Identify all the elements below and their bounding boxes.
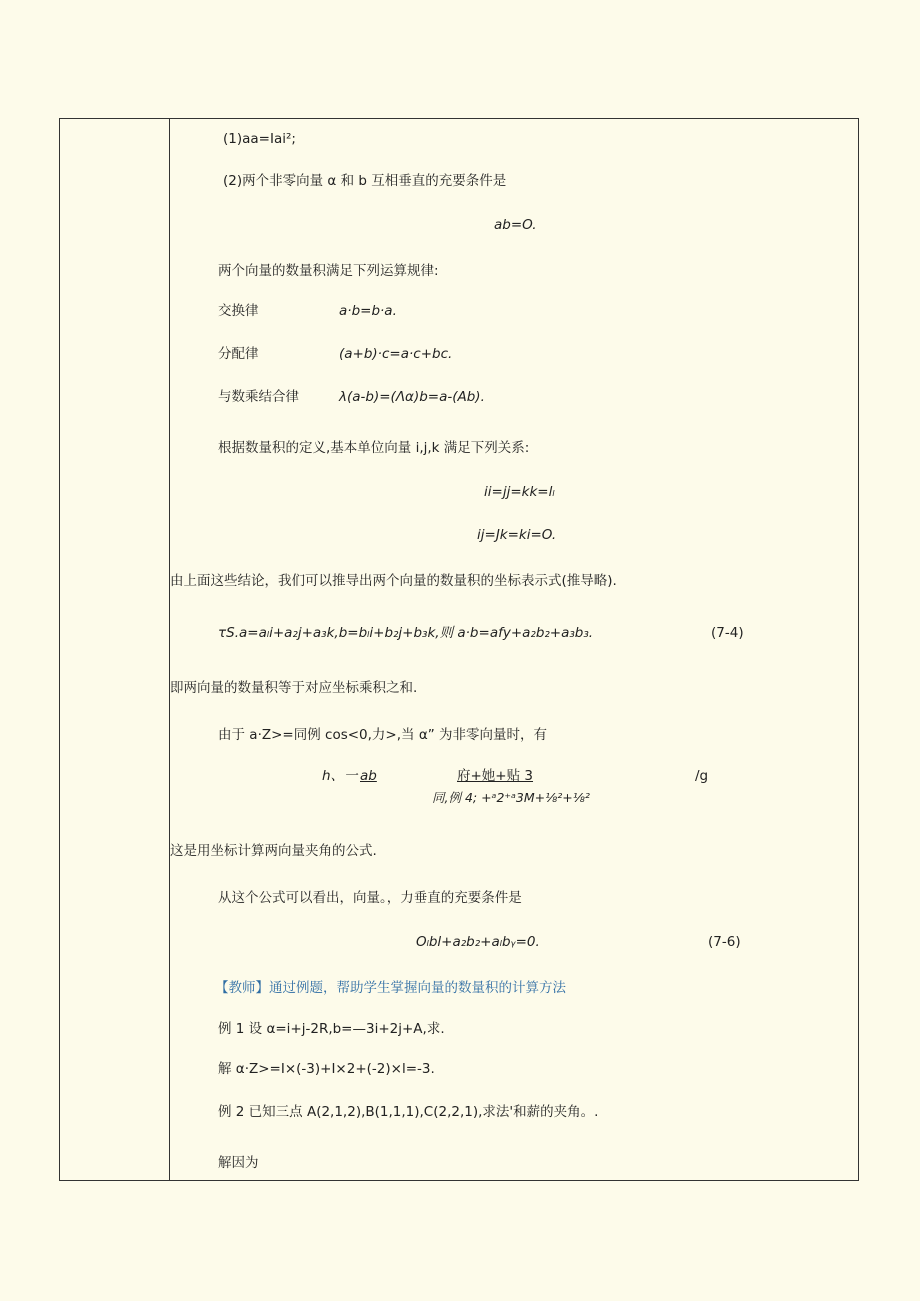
example-1-solution: 解 α·Z>=I×(-3)+I×2+(-2)×l=-3. xyxy=(218,1061,435,1077)
line-property-2: (2)两个非零向量 α 和 b 互相垂直的充要条件是 xyxy=(223,173,507,189)
formula-angle-numerator: ab xyxy=(360,768,377,784)
line-unit-vectors-intro: 根据数量积的定义,基本单位向量 i,j,k 满足下列关系: xyxy=(218,440,530,456)
formula-unit-cross: ij=Jk=ki=O. xyxy=(477,527,557,543)
formula-coordinate-product: τS.a=aₗi+a₂j+a₃k,b=bₗi+b₂j+b₃k,则 a·b=afy+a₂b₂+a₃b₃. xyxy=(218,625,594,641)
example-2: 例 2 已知三点 A(2,1,2),B(1,1,1),C(2,2,1),求法'和薪的夹角。. xyxy=(218,1104,599,1120)
line-sum-of-products: 即两向量的数量积等于对应坐标乘积之和. xyxy=(170,680,418,696)
rule-label-commutative: 交换律 xyxy=(218,303,259,319)
rule-label-scalar-associative: 与数乘结合律 xyxy=(218,389,299,405)
formula-perpendicular: Oₗbl+a₂b₂+aₗbᵧ=0. xyxy=(416,934,540,950)
line-cos-intro: 由于 a·Z>=同例 cos<0,力>,当 α” 为非零向量时，有 xyxy=(218,727,548,743)
formula-unit-diagonal: ii=jj=kk=lₗ xyxy=(484,484,555,500)
line-angle-formula-note: 这是用坐标计算两向量夹角的公式. xyxy=(170,843,377,859)
rule-formula-distributive: (a+b)·c=a·c+bc. xyxy=(339,346,453,362)
formula-angle-left: h、一 xyxy=(322,768,358,784)
column-divider xyxy=(169,119,170,1180)
content-table xyxy=(59,118,859,1181)
equation-number-7-4: (7-4) xyxy=(711,625,744,641)
formula-angle-right-numerator: 府+她+贴 3 xyxy=(457,768,534,784)
formula-ab-zero: ab=O. xyxy=(494,217,537,233)
rule-formula-scalar-associative: λ(a-b)=(Λα)b=a-(Ab). xyxy=(339,389,485,405)
line-perpendicular-intro: 从这个公式可以看出，向量。，力垂直的充要条件是 xyxy=(218,890,522,906)
line-coordinate-intro: 由上面这些结论，我们可以推导出两个向量的数量积的坐标表示式(推导略). xyxy=(170,573,617,589)
example-2-solution: 解因为 xyxy=(218,1155,259,1171)
line-property-1: (1)aa=Iai²; xyxy=(223,131,296,147)
teacher-note: 【教师】通过例题，帮助学生掌握向量的数量积的计算方法 xyxy=(215,980,566,996)
equation-number-7-6: (7-6) xyxy=(708,934,741,950)
formula-angle-denominator: 同,例 4; +ᵃ2⁺ᵃ3M+⅛²+⅛² xyxy=(432,790,590,805)
example-1: 例 1 设 α=i+j-2R,b=—3i+2j+A,求. xyxy=(218,1021,445,1037)
line-rules-intro: 两个向量的数量积满足下列运算规律: xyxy=(218,263,439,279)
rule-label-distributive: 分配律 xyxy=(218,346,259,362)
formula-angle-tail: /g xyxy=(695,768,709,784)
rule-formula-commutative: a·b=b·a. xyxy=(339,303,397,319)
